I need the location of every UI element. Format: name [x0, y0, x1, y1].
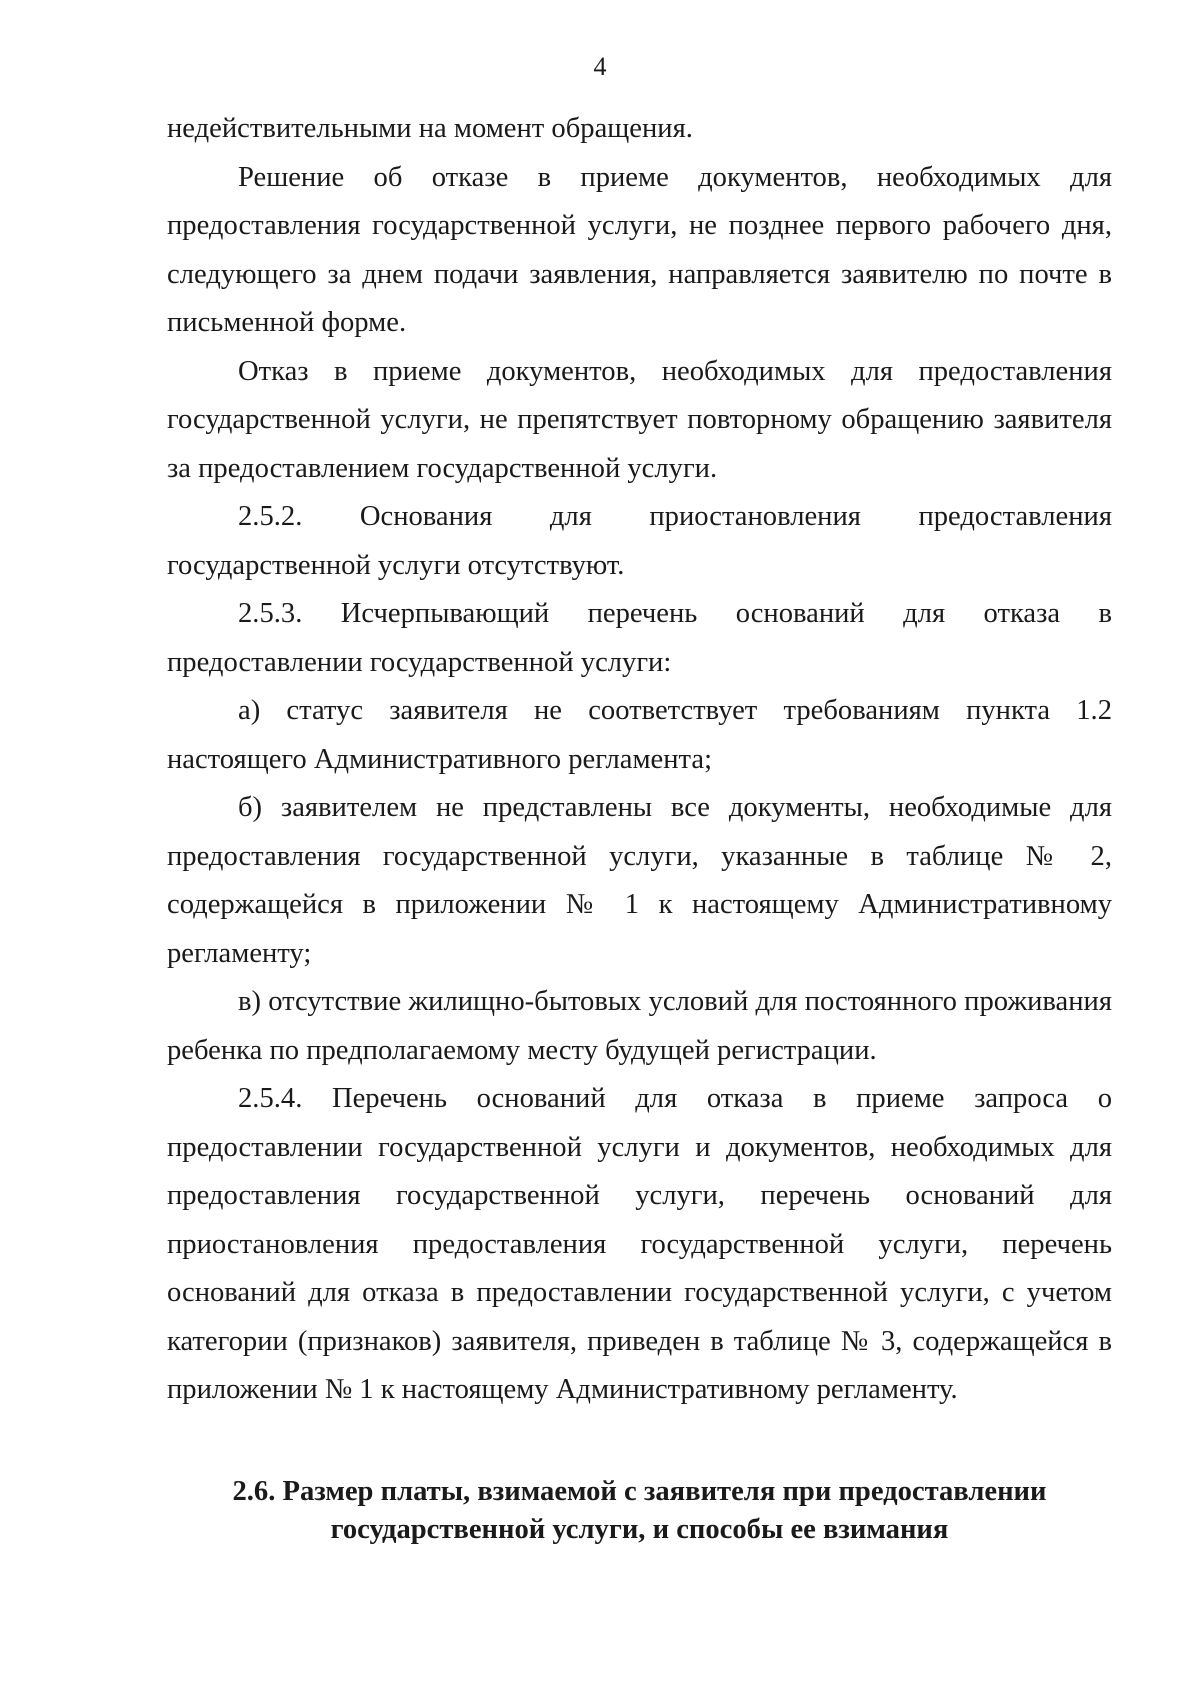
list-item-a: а) статус заявителя не соответствует требованиям пункта 1.2 настоящего Административного регламента;: [167, 695, 1112, 775]
paragraph-continuation: недействительными на момент обращения.: [167, 113, 693, 144]
paragraph-2-5-4: 2.5.4. Перечень оснований для отказа в приеме запроса о предоставлении государственной услуги и документов, необходимых для предоставления государственной услуги, перечень оснований для приостановления предоставления государственной услуги, перечень оснований для отказа в предоставлении государственной услуги, с учетом категории (признаков) заявителя, приведен в таблице № 3, содержащейся в приложении № 1 к настоящему Административному регламенту.: [167, 1083, 1112, 1405]
paragraph-2-5-2: 2.5.2. Основания для приостановления предоставления государственной услуги отсутствуют.: [167, 501, 1112, 581]
page-number: 4: [593, 52, 607, 81]
document-body: [167, 105, 1112, 1415]
paragraph-refusal-no-obstacle: Отказ в приеме документов, необходимых для предоставления государственной услуги, не препятствует повторному обращению заявителя за предоставлением государственной услуги.: [167, 355, 1112, 484]
section-heading-2-6: [167, 1473, 1112, 1549]
paragraph-refusal-decision: Решение об отказе в приеме документов, необходимых для предоставления государственной услуги, не позднее первого рабочего дня, следующего за днем подачи заявления, направляется заявителю по почте в письменной форме.: [167, 161, 1112, 338]
section-heading-line-1: 2.6. Размер платы, взимаемой с заявителя при предоставлении: [232, 1476, 1047, 1507]
paragraph-2-5-3: 2.5.3. Исчерпывающий перечень оснований для отказа в предоставлении государственной услуги:: [167, 598, 1112, 678]
list-item-v: в) отсутствие жилищно-бытовых условий для постоянного проживания ребенка по предполагаемому месту будущей регистрации.: [167, 986, 1112, 1066]
list-item-b: б) заявителем не представлены все документы, необходимые для предоставления государственной услуги, указанные в таблице № 2, содержащейся в приложении № 1 к настоящему Административному регламенту;: [167, 792, 1112, 969]
section-heading-line-2: государственной услуги, и способы ее взимания: [330, 1514, 949, 1545]
